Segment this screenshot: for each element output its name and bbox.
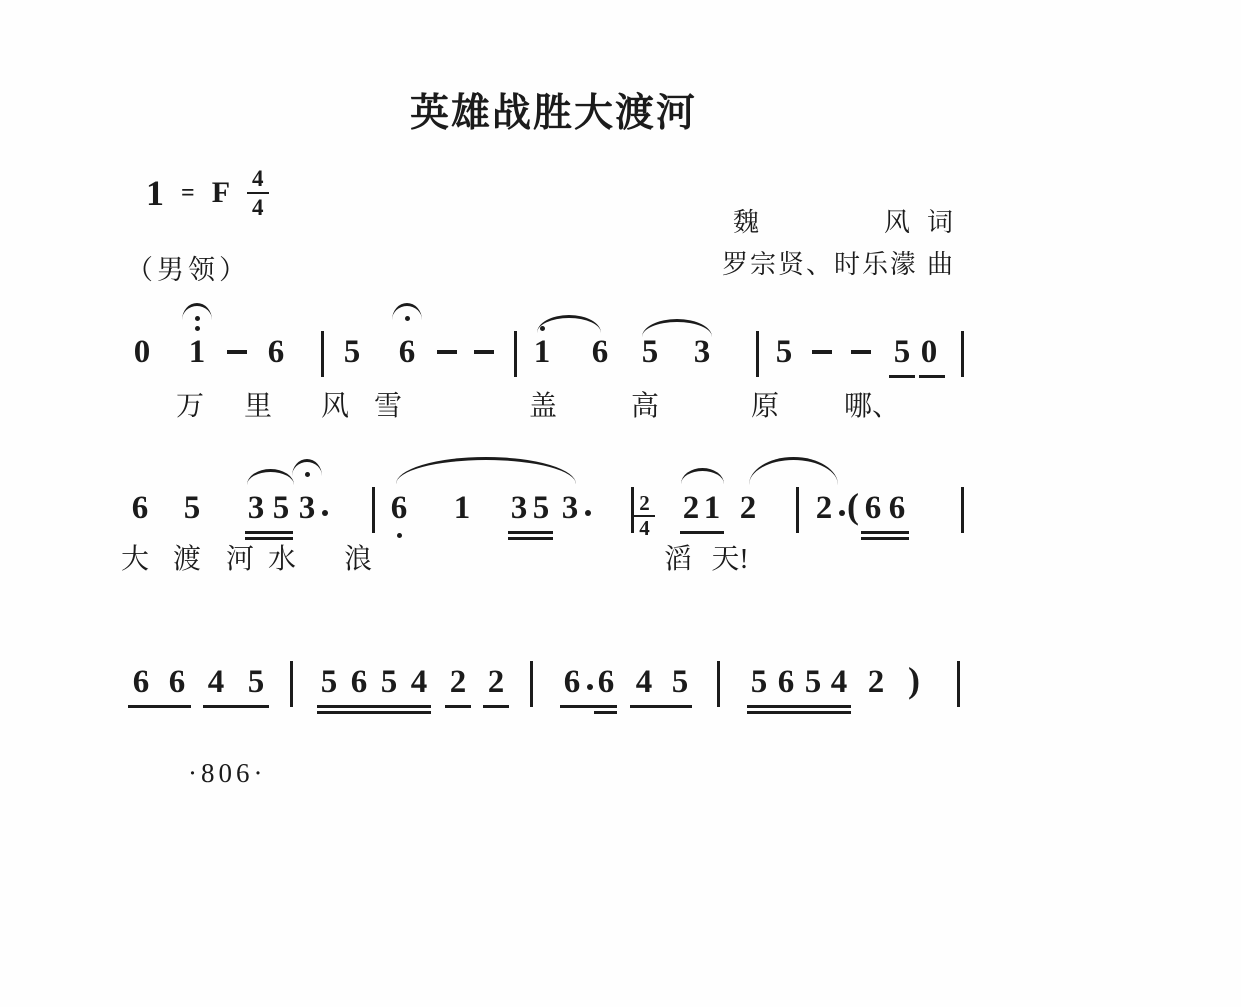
lyric-char: 渡 [172, 544, 202, 575]
note-digit: 5 [183, 490, 201, 526]
beam-underline [889, 375, 915, 378]
duration-dash [851, 350, 871, 354]
page-number: ·806· [188, 758, 267, 788]
octave-dot-low [397, 533, 402, 538]
beam-underline [203, 705, 269, 708]
barline [372, 487, 375, 533]
beam-underline [560, 705, 617, 708]
note-digit: 5 [750, 664, 768, 700]
slur [749, 457, 838, 485]
note-digit: 0 [133, 334, 151, 370]
parenthesis: ( [847, 486, 859, 526]
augmentation-dot [322, 510, 328, 516]
lyric-char: 天! [711, 544, 749, 575]
barline [290, 661, 293, 707]
note-digit: 6 [398, 334, 416, 370]
note-digit: 3 [510, 490, 528, 526]
lyricist-part: 魏 [733, 208, 762, 237]
barline [796, 487, 799, 533]
note-digit: 6 [390, 490, 408, 526]
barline [717, 661, 720, 707]
note-digit: 1 [533, 334, 551, 370]
fermata-dot [195, 316, 200, 321]
barline [961, 331, 964, 377]
note-digit: 6 [563, 664, 581, 700]
barline [530, 661, 533, 707]
note-digit: 5 [320, 664, 338, 700]
duration-dash [437, 350, 457, 354]
note-digit: 4 [207, 664, 225, 700]
note-digit: 5 [380, 664, 398, 700]
note-digit: 5 [532, 490, 550, 526]
beam-underline [245, 537, 293, 540]
note-digit: 4 [635, 664, 653, 700]
beam-underline [861, 531, 909, 534]
lyric-char: 河 [225, 544, 255, 575]
beam-underline [508, 537, 553, 540]
beam-underline [128, 705, 191, 708]
slur [396, 457, 576, 484]
ts-numerator: 2 [634, 493, 655, 517]
barline [961, 487, 964, 533]
note-digit: 5 [343, 334, 361, 370]
note-digit: 6 [597, 664, 615, 700]
lyric-char: 高 [630, 391, 660, 422]
beam-underline [680, 531, 724, 534]
note-digit: 2 [449, 664, 467, 700]
barline [514, 331, 517, 377]
beam-underline [747, 705, 851, 708]
duration-dash [227, 350, 247, 354]
note-digit: 0 [920, 334, 938, 370]
note-digit: 2 [815, 490, 833, 526]
note-digit: 6 [168, 664, 186, 700]
barline [756, 331, 759, 377]
beam-underline [630, 705, 692, 708]
note-digit: 5 [247, 664, 265, 700]
beam-underline [747, 711, 851, 714]
lyric-char: 水 [267, 544, 297, 575]
beam-underline [317, 711, 431, 714]
beam-underline [861, 537, 909, 540]
lyric-char: 大 [120, 544, 150, 575]
time-signature-change [634, 493, 655, 539]
beam-underline [508, 531, 553, 534]
slur [642, 319, 712, 337]
composer-part: 罗宗贤、时乐濛 [722, 250, 919, 279]
beam-underline [919, 375, 945, 378]
slur [681, 468, 724, 484]
note-digit: 5 [893, 334, 911, 370]
duration-dash [812, 350, 832, 354]
lyric-char: 风 [320, 391, 350, 422]
note-digit: 3 [247, 490, 265, 526]
lyric-char: 浪 [343, 544, 373, 575]
key-tonic: 1 [146, 173, 164, 213]
note-digit: 4 [830, 664, 848, 700]
ts-denominator: 4 [639, 516, 650, 540]
lyric-char: 哪、 [843, 391, 901, 422]
note-digit: 3 [298, 490, 316, 526]
lyric-char: 盖 [528, 391, 558, 422]
note-digit: 2 [739, 490, 757, 526]
lyric-char: 原 [750, 391, 780, 422]
note-digit: 2 [867, 664, 885, 700]
key-equals-sign: = [181, 180, 195, 206]
augmentation-dot [587, 684, 593, 690]
lyric-char: 滔 [663, 544, 693, 575]
barline [957, 661, 960, 707]
note-digit: 3 [693, 334, 711, 370]
note-digit: 1 [453, 490, 471, 526]
note-digit: 1 [188, 334, 206, 370]
key-name: F [211, 176, 231, 209]
beam-underline [317, 705, 431, 708]
lyricist-part: 风 [884, 208, 913, 237]
note-digit: 5 [804, 664, 822, 700]
note-digit: 5 [775, 334, 793, 370]
augmentation-dot [839, 510, 845, 516]
note-digit: 5 [272, 490, 290, 526]
part-label: （男领） [126, 255, 250, 285]
note-digit: 2 [487, 664, 505, 700]
composer-part: 曲 [927, 250, 956, 279]
meter-denominator: 4 [252, 195, 264, 220]
note-digit: 6 [132, 664, 150, 700]
note-digit: 5 [641, 334, 659, 370]
note-digit: 1 [703, 490, 721, 526]
note-digit: 2 [682, 490, 700, 526]
lyric-char: 里 [243, 391, 273, 422]
slur [247, 469, 294, 485]
note-digit: 6 [267, 334, 285, 370]
parenthesis: ) [908, 660, 920, 700]
lyric-char: 万 [175, 391, 205, 422]
beam-underline [594, 711, 617, 714]
note-digit: 6 [777, 664, 795, 700]
note-digit: 5 [671, 664, 689, 700]
augmentation-dot [585, 510, 591, 516]
note-digit: 6 [888, 490, 906, 526]
lyricist-part: 词 [927, 208, 956, 237]
note-digit: 6 [350, 664, 368, 700]
octave-dot-high [195, 326, 200, 331]
beam-underline [445, 705, 471, 708]
note-digit: 4 [410, 664, 428, 700]
note-digit: 6 [131, 490, 149, 526]
song-title: 英雄战胜大渡河 [410, 92, 698, 135]
meter-numerator: 4 [247, 167, 269, 194]
note-digit: 3 [561, 490, 579, 526]
fermata-dot [305, 472, 310, 477]
beam-underline [483, 705, 509, 708]
slur [537, 315, 601, 333]
fermata-dot [405, 316, 410, 321]
note-digit: 6 [591, 334, 609, 370]
duration-dash [474, 350, 494, 354]
note-digit: 6 [864, 490, 882, 526]
lyric-char: 雪 [373, 391, 403, 422]
barline [321, 331, 324, 377]
beam-underline [245, 531, 293, 534]
